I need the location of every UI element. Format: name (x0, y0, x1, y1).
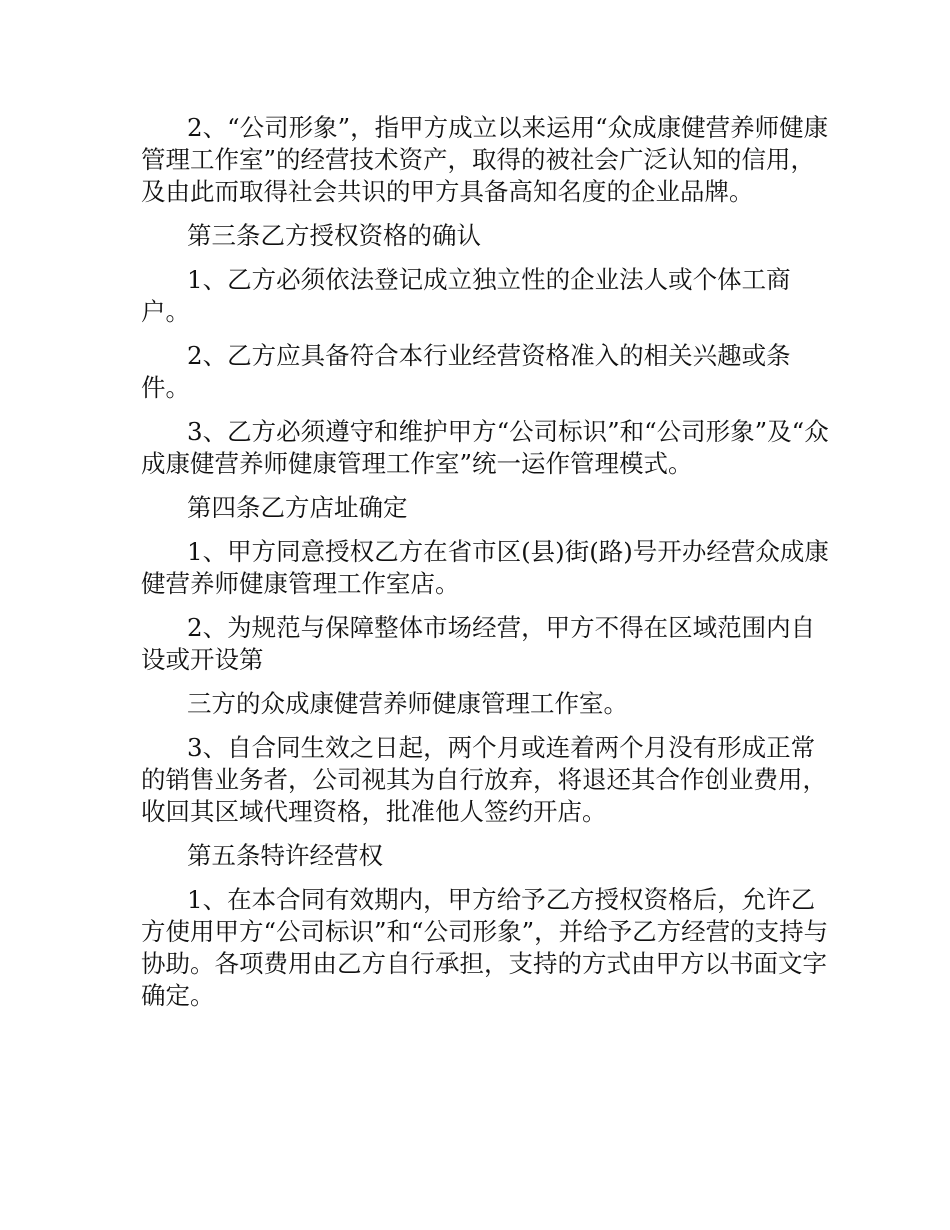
paragraph-store-location: 1、甲方同意授权乙方在省市区(县)街(路)号开办经营众成康健营养师健康管理工作室店。 (141, 537, 829, 598)
article-4-heading: 第四条乙方店址确定 (187, 493, 408, 522)
paragraph-compliance: 3、乙方必须遵守和维护甲方“公司标识”和“公司形象”及“众成康健营养师健康管理工作室”统一运作管理模式。 (141, 417, 829, 478)
article-3-heading: 第三条乙方授权资格的确认 (187, 221, 481, 250)
paragraph-qualification: 2、乙方应具备符合本行业经营资格准入的相关兴趣或条件。 (141, 341, 791, 402)
article-5-heading: 第五条特许经营权 (187, 841, 383, 870)
document-body (141, 112, 831, 1024)
paragraph-franchise-rights: 1、在本合同有效期内，甲方给予乙方授权资格后，允许乙方使用甲方“公司标识”和“公司形象”，并给予乙方经营的支持与协助。各项费用由乙方自行承担，支持的方式由甲方以书面文字确定。 (141, 885, 829, 1010)
paragraph-forfeiture: 3、自合同生效之日起，两个月或连着两个月没有形成正常的销售业务者，公司视其为自行放弃，将退还其合作创业费用，收回其区域代理资格，批准他人签约开店。 (141, 733, 827, 826)
paragraph-legal-registration: 1、乙方必须依法登记成立独立性的企业法人或个体工商户。 (141, 265, 791, 326)
paragraph-company-image: 2、“公司形象”，指甲方成立以来运用“众成康健营养师健康管理工作室”的经营技术资产，取得的被社会广泛认知的信用，及由此而取得社会共识的甲方具备高知名度的企业品牌。 (141, 113, 829, 206)
paragraph-third-party: 三方的众成康健营养师健康管理工作室。 (187, 689, 628, 718)
paragraph-market-protection: 2、为规范与保障整体市场经营，甲方不得在区域范围内自设或开设第 (141, 613, 816, 674)
